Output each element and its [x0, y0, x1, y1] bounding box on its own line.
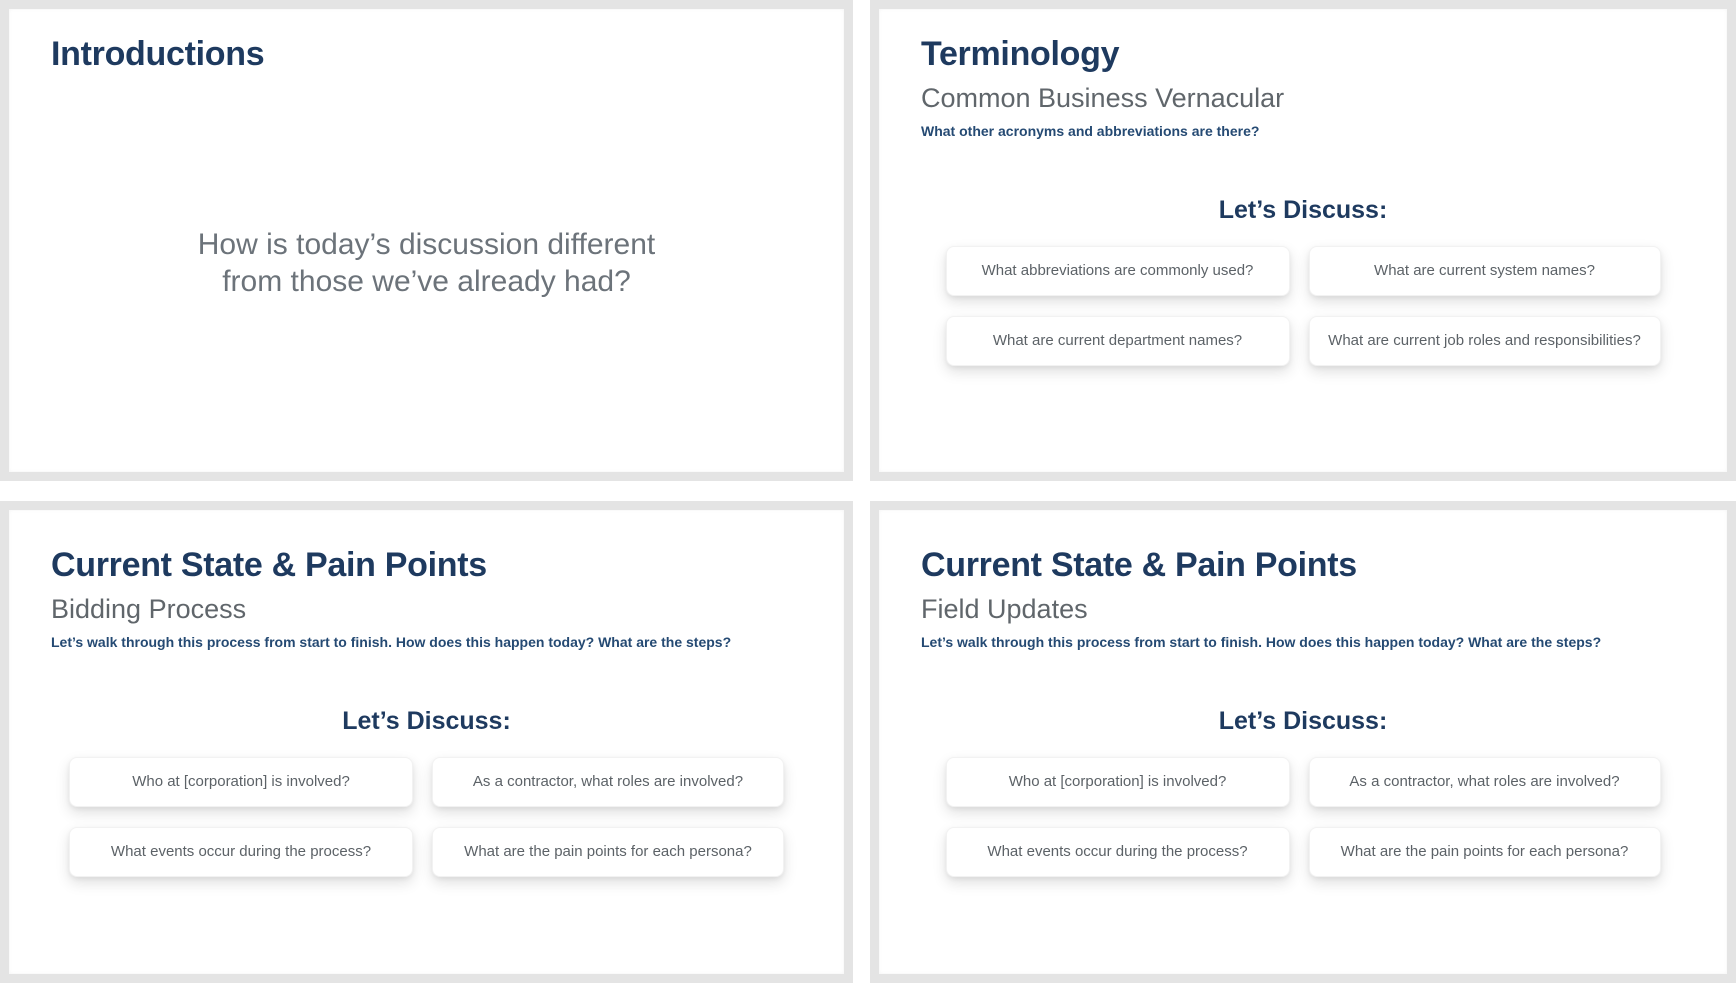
discussion-card: Who at [corporation] is involved? [69, 757, 413, 807]
question-line-1: How is today’s discussion different [197, 228, 656, 262]
discussion-card-grid [946, 757, 1661, 877]
question-line-2: from those we’ve already had? [222, 264, 631, 298]
slide-title: Terminology [921, 35, 1120, 73]
slide-current-state-field-updates [870, 501, 1736, 983]
slide-subtitle: Bidding Process [51, 593, 247, 624]
discussion-card: What events occur during the process? [946, 827, 1290, 877]
slide-current-state-field-updates-content [879, 510, 1727, 974]
slide-lead-text: Let’s walk through this process from start to finish. How does this happen today? What are the steps? [921, 634, 1602, 651]
discussion-card: As a contractor, what roles are involved? [1309, 757, 1661, 807]
discussion-card: What are current system names? [1309, 246, 1661, 296]
slide-current-state-bidding-content [9, 510, 844, 974]
discussion-card-grid [946, 246, 1661, 366]
slide-lead-text: Let’s walk through this process from start to finish. How does this happen today? What are the steps? [51, 634, 732, 651]
slide-title: Current State & Pain Points [921, 546, 1357, 584]
slide-subtitle: Field Updates [921, 593, 1088, 624]
question-text [51, 76, 802, 453]
discussion-card: As a contractor, what roles are involved? [432, 757, 784, 807]
slide-current-state-bidding [0, 501, 853, 983]
discussion-card: What are current job roles and responsibilities? [1309, 316, 1661, 366]
slide-introductions [0, 0, 853, 481]
discussion-card: What abbreviations are commonly used? [946, 246, 1290, 296]
discuss-heading: Let’s Discuss: [342, 706, 511, 735]
discussion-card: What events occur during the process? [69, 827, 413, 877]
slide-introductions-content [9, 9, 844, 472]
discussion-card-grid [69, 757, 784, 877]
slide-title: Current State & Pain Points [51, 546, 487, 584]
slide-lead-text: What other acronyms and abbreviations are there? [921, 123, 1260, 140]
slide-title: Introductions [51, 35, 265, 73]
discussion-card: Who at [corporation] is involved? [946, 757, 1290, 807]
slide-terminology [870, 0, 1736, 481]
discussion-card: What are the pain points for each persona? [1309, 827, 1661, 877]
discussion-card: What are the pain points for each persona? [432, 827, 784, 877]
slide-terminology-content [879, 9, 1727, 472]
discuss-heading: Let’s Discuss: [1218, 195, 1388, 224]
discussion-card: What are current department names? [946, 316, 1290, 366]
slide-subtitle: Common Business Vernacular [921, 82, 1285, 113]
discuss-heading: Let’s Discuss: [1218, 706, 1388, 735]
